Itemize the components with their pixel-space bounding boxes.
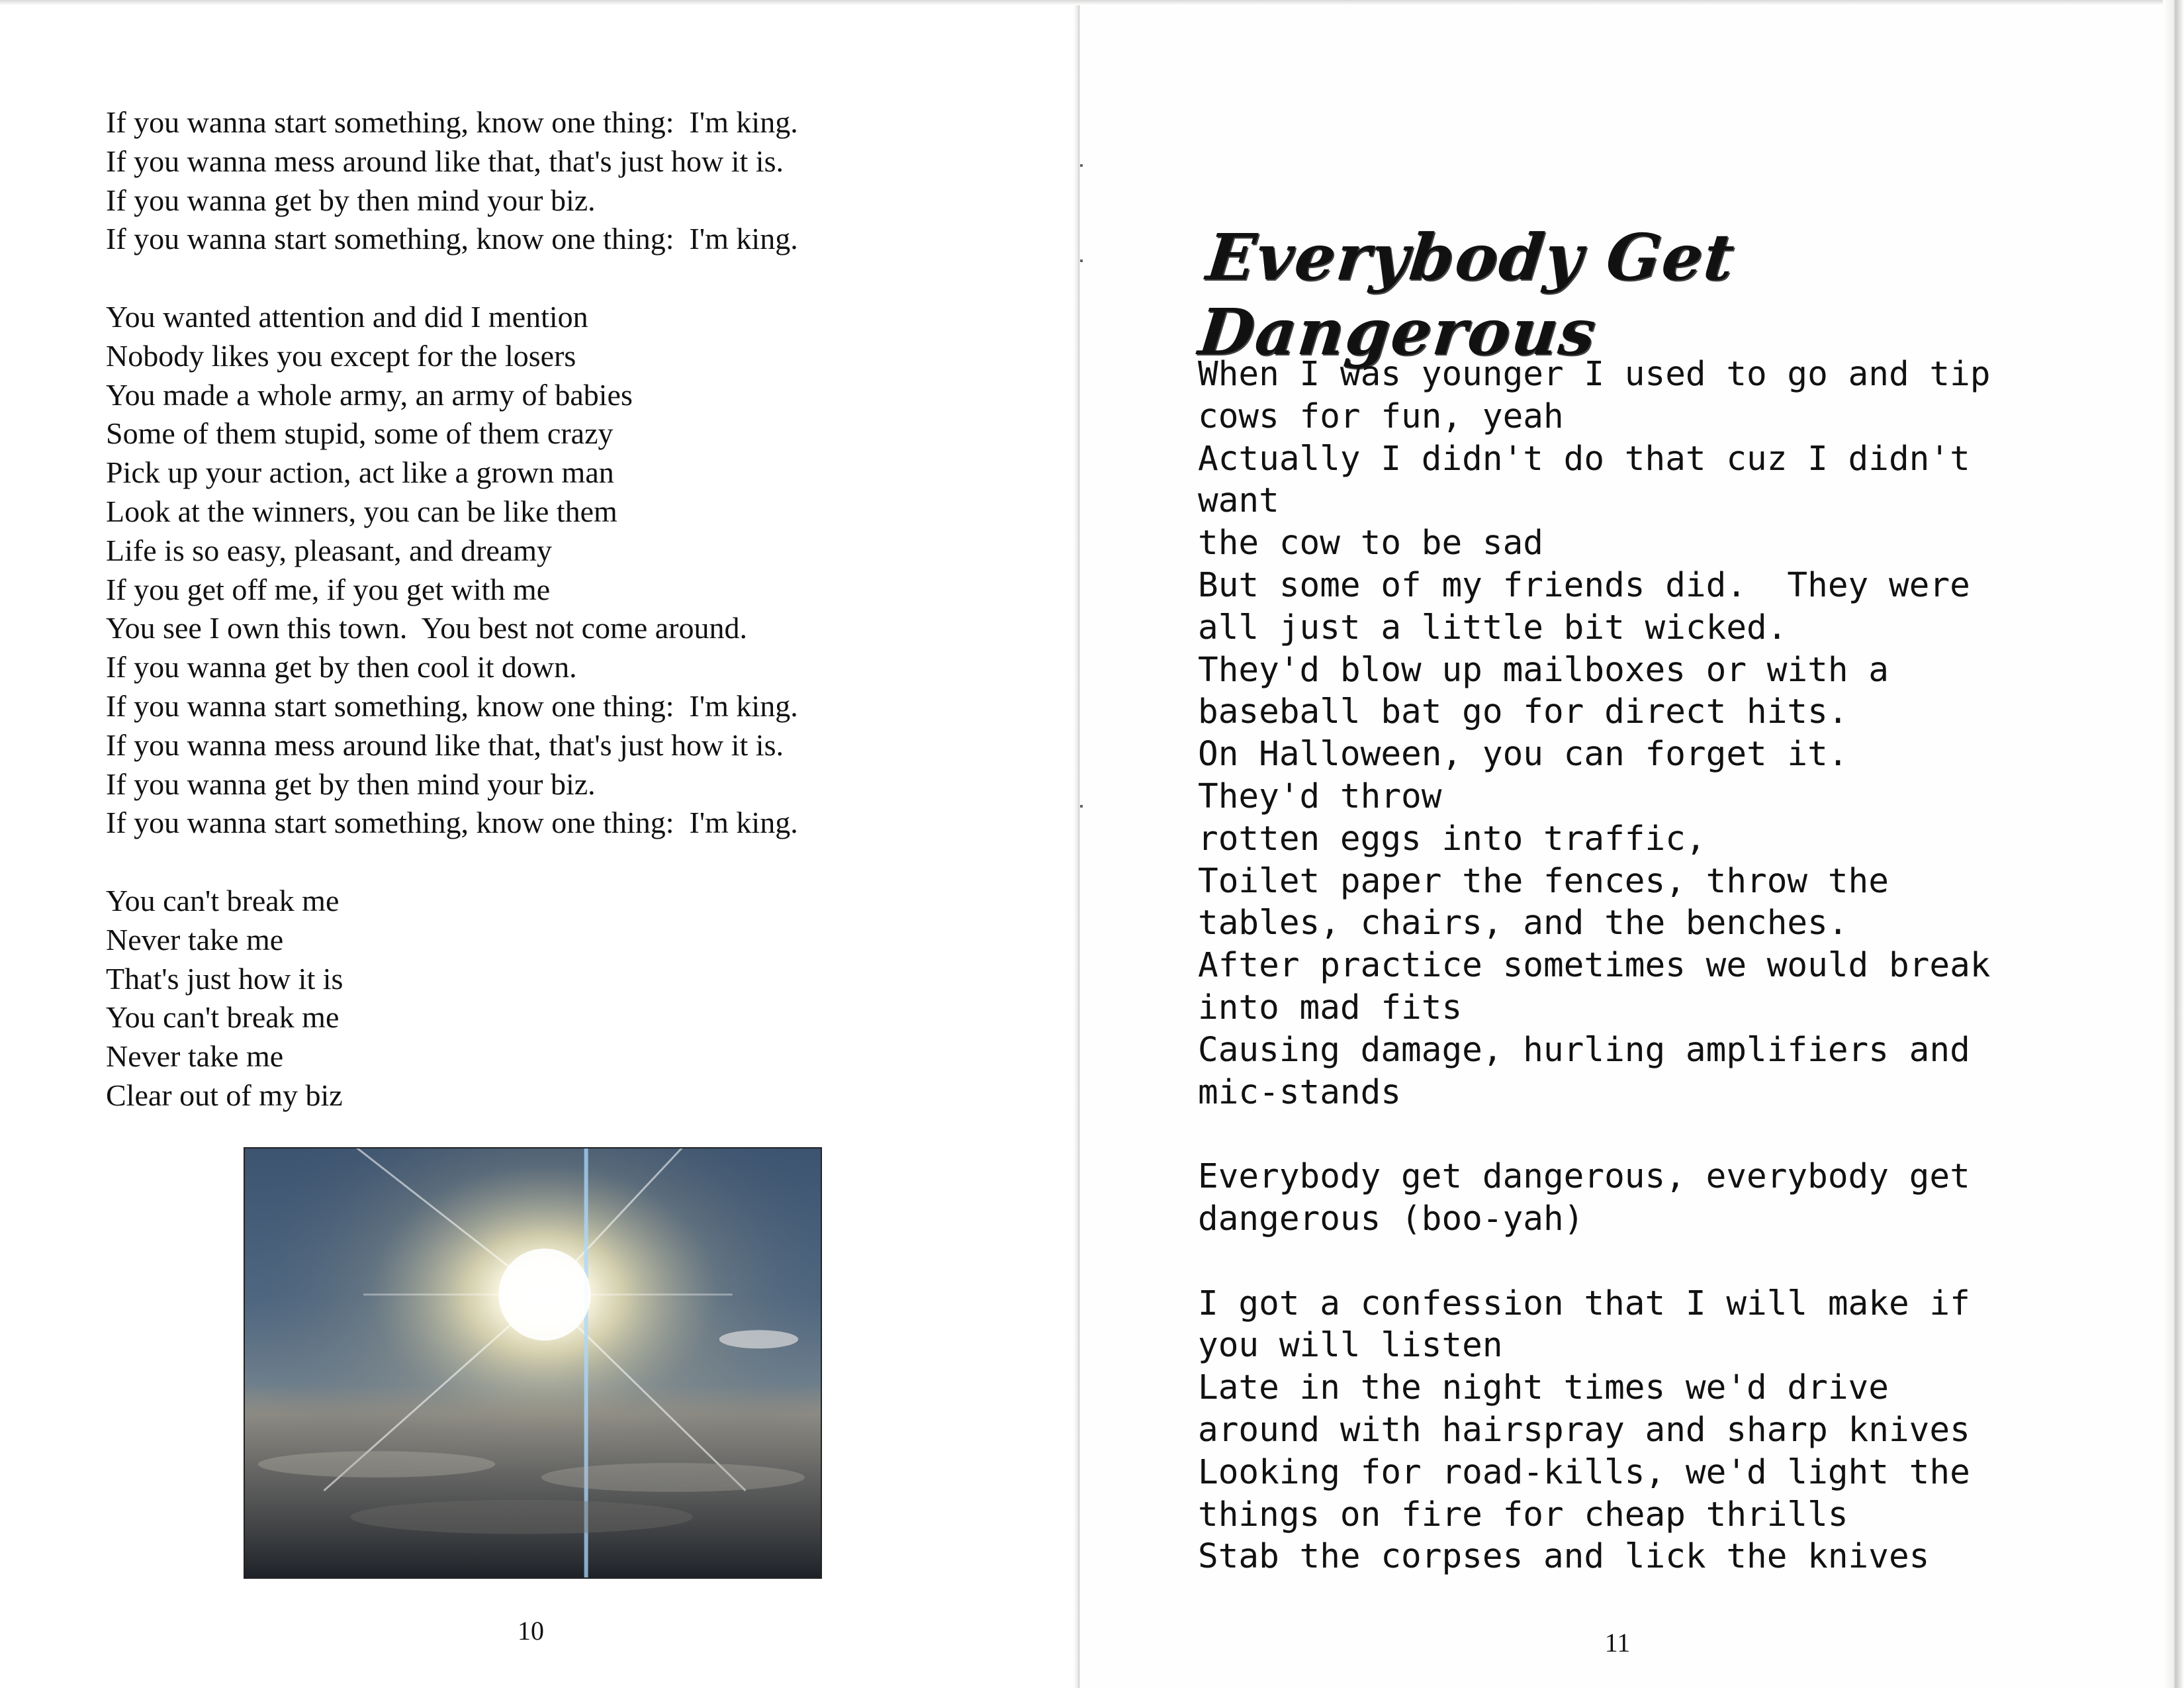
sunrise-above-clouds-photo bbox=[244, 1147, 822, 1579]
lyric-line: Look at the winners, you can be like them bbox=[106, 494, 617, 528]
lyric-line: cows for fun, yeah bbox=[1198, 397, 1564, 436]
lyric-line: you will listen bbox=[1198, 1326, 1503, 1366]
lyric-line: When I was younger I used to go and tip bbox=[1198, 355, 1991, 394]
lyric-line: dangerous (boo-yah) bbox=[1198, 1199, 1584, 1239]
lyric-line: want bbox=[1198, 481, 1279, 521]
lyric-line: They'd blow up mailboxes or with a bbox=[1198, 650, 1889, 690]
lyric-line: Pick up your action, act like a grown man bbox=[106, 455, 614, 490]
scan-mark bbox=[1080, 805, 1083, 808]
lyric-line: baseball bat go for direct hits. bbox=[1198, 692, 1848, 732]
lyric-line bbox=[106, 843, 1032, 882]
lyric-line: If you wanna start something, know one thing: I'm king. bbox=[106, 688, 798, 723]
lyric-line: If you wanna start something, know one thing: I'm king. bbox=[106, 105, 798, 139]
lyric-line: If you wanna get by then mind your biz. bbox=[106, 767, 596, 801]
lyric-line: all just a little bit wicked. bbox=[1198, 608, 1788, 647]
lyric-line: You can't break me bbox=[106, 883, 340, 917]
page-number: 10 bbox=[518, 1616, 544, 1646]
lyric-line: Never take me bbox=[106, 1039, 284, 1074]
lyric-line: Everybody get dangerous, everybody get bbox=[1198, 1157, 1970, 1197]
lyric-line: Stab the corpses and lick the knives bbox=[1198, 1537, 1930, 1577]
lyric-line: mic-stands bbox=[1198, 1072, 1402, 1112]
lyric-line: After practice sometimes we would break bbox=[1198, 946, 1991, 986]
lyric-line: rotten eggs into traffic, bbox=[1198, 819, 1706, 859]
lyric-line: Causing damage, hurling amplifiers and bbox=[1198, 1030, 1970, 1070]
lyric-line: the cow to be sad bbox=[1198, 524, 1543, 563]
lyric-line: They'd throw bbox=[1198, 776, 1442, 816]
left-page bbox=[0, 0, 1079, 1688]
lyric-line bbox=[1198, 1241, 2058, 1283]
lyric-line: Some of them stupid, some of them crazy bbox=[106, 416, 614, 451]
lyric-line: You wanted attention and did I mention bbox=[106, 299, 588, 334]
lyric-line: If you wanna start something, know one thing: I'm king. bbox=[106, 806, 798, 840]
lyric-line: You made a whole army, an army of babies bbox=[106, 377, 633, 412]
page-right-edge bbox=[2163, 0, 2184, 1688]
song-title: Everybody Get Dangerous bbox=[1195, 220, 1739, 369]
lyric-line: Nobody likes you except for the losers bbox=[106, 338, 576, 373]
lyric-line: into mad fits bbox=[1198, 988, 1463, 1027]
page-top-edge bbox=[0, 0, 2184, 5]
lyric-line: Late in the night times we'd drive bbox=[1198, 1368, 1889, 1408]
lyric-line bbox=[1198, 1113, 2058, 1156]
lyric-line: If you wanna get by then mind your biz. bbox=[106, 183, 596, 217]
lyric-line: Toilet paper the fences, throw the bbox=[1198, 861, 1889, 901]
left-lyrics bbox=[106, 103, 1032, 1115]
lyric-line: I got a confession that I will make if bbox=[1198, 1284, 1970, 1323]
lyric-line: If you wanna start something, know one thing: I'm king. bbox=[106, 222, 798, 256]
scan-mark bbox=[1080, 259, 1083, 262]
lyric-line: But some of my friends did. They were bbox=[1198, 565, 1970, 605]
lyric-line: That's just how it is bbox=[106, 961, 343, 996]
lyric-line: If you wanna mess around like that, that's just how it is. bbox=[106, 727, 784, 762]
lyric-line: tables, chairs, and the benches. bbox=[1198, 904, 1848, 943]
lyric-line: Looking for road-kills, we'd light the bbox=[1198, 1452, 1970, 1492]
lyric-line: You see I own this town. You best not come around. bbox=[106, 611, 747, 645]
lyric-line: Actually I didn't do that cuz I didn't bbox=[1198, 439, 1970, 479]
right-lyrics bbox=[1198, 353, 2058, 1578]
lyric-line: You can't break me bbox=[106, 1000, 340, 1035]
lyric-line: things on fire for cheap thrills bbox=[1198, 1495, 1848, 1534]
lyric-line: If you wanna mess around like that, that's just how it is. bbox=[106, 144, 784, 178]
lyric-line: Clear out of my biz bbox=[106, 1078, 343, 1112]
page-number: 11 bbox=[1604, 1628, 1631, 1658]
lyric-line: If you get off me, if you get with me bbox=[106, 572, 551, 606]
lyric-line bbox=[106, 259, 1032, 298]
lyric-line: If you wanna get by then cool it down. bbox=[106, 650, 577, 684]
lyric-line: Life is so easy, pleasant, and dreamy bbox=[106, 533, 553, 567]
lyric-line: Never take me bbox=[106, 922, 284, 957]
lyric-line: around with hairspray and sharp knives bbox=[1198, 1410, 1970, 1450]
scan-mark bbox=[1080, 164, 1083, 167]
lyric-line: On Halloween, you can forget it. bbox=[1198, 735, 1848, 774]
